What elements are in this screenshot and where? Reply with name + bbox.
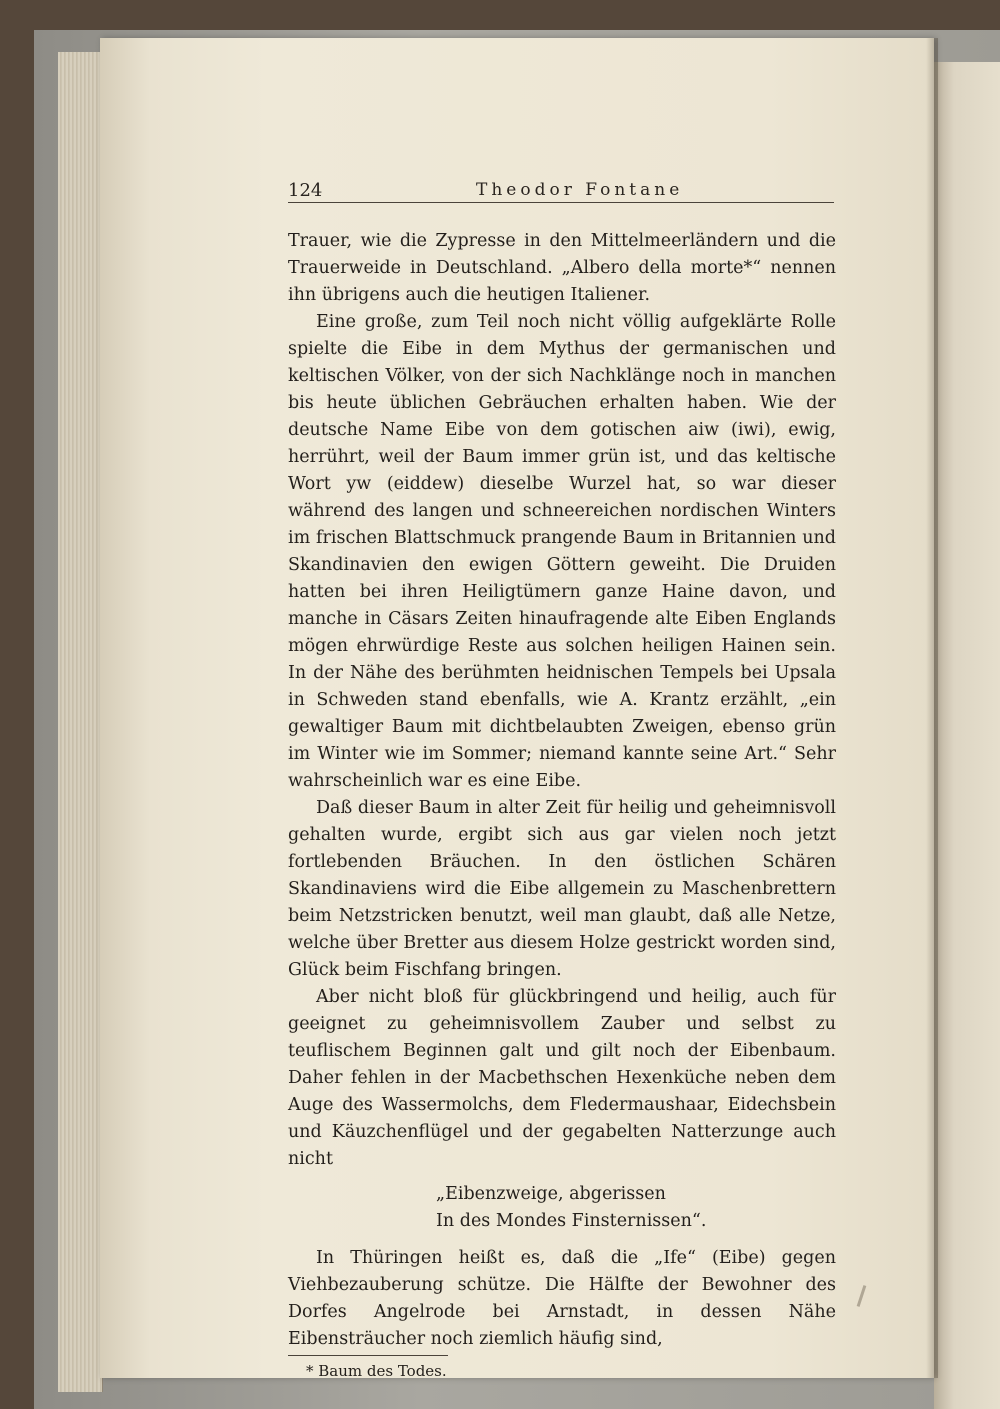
footnote-rule: [288, 1355, 448, 1356]
paragraph-2: Eine große, zum Teil noch nicht völlig aufgeklärte Rolle spielte die Eibe in dem Mythus der germanischen und keltischen Völker, von der sich Nachklänge noch in manchen bis heute üblichen Gebräuchen erhalten haben. Wie der deutsche Name Eibe von dem gotischen aiw (iwi), ewig, herrührt, weil der Baum immer grün ist, und das keltische Wort yw (eiddew) dieselbe Wurzel hat, so war dieser während des langen und schneereichen nordischen Winters im frischen Blattschmuck prangende Baum in Britannien und Skandinavien den ewigen Göttern geweiht. Die Druiden hatten bei ihren Heiligtümern ganze Haine davon, und manche in Cäsars Zeiten hinaufragende alte Eiben Englands mögen ehrwürdige Reste aus solchen heiligen Hainen sein. In der Nähe des berühmten heidnischen Tempels bei Upsala in Schweden stand ebenfalls, wie A. Krantz erzählt, „ein gewaltiger Baum mit dichtbelaubten Zweigen, ebenso grün im Winter wie im Sommer; niemand kannte seine Art.“ Sehr wahrscheinlich war es eine Eibe.: [288, 312, 836, 791]
running-head: Theodor Fontane: [476, 180, 684, 200]
verse-line-2: In des Mondes Finsternissen“.: [436, 1211, 707, 1231]
paragraph-3: Daß dieser Baum in alter Zeit für heilig und geheimnisvoll gehalten wurde, ergibt sich aus gar vielen noch jetzt fortlebenden Bräuchen. In den östlichen Schären Skandinaviens wird die Eibe allgemein zu Maschenbrettern beim Netzstricken benutzt, weil man glaubt, daß alle Netze, welche über Bretter aus diesem Holze gestrickt worden sind, Glück beim Fischfang bringen.: [288, 798, 836, 980]
page-edges: [58, 52, 103, 1392]
verse-line-1: „Eibenzweige, abgerissen: [436, 1184, 666, 1204]
paragraph-5: In Thüringen heißt es, daß die „Ife“ (Eibe) gegen Viehbezauberung schütze. Die Hälfte der Bewohner des Dorfes Angelrode bei Arnstadt, in dessen Nähe Eibensträucher noch ziemlich häufig sind,: [288, 1248, 836, 1349]
footnote: * Baum des Todes.: [306, 1362, 447, 1380]
text-body: [288, 228, 836, 1382]
page-number: 124: [288, 180, 323, 201]
paragraph-1: Trauer, wie die Zypresse in den Mittelmeerländern und die Trauerweide in Deutschland. „Albero della morte*“ nennen ihn übrigens auch die heutigen Italiener.: [288, 231, 836, 305]
gutter-shadow: [926, 38, 938, 1378]
paragraph-4: Aber nicht bloß für glückbringend und heilig, auch für geeignet zu geheimnisvollem Zauber und selbst zu teuflischem Beginnen galt und gilt noch der Eibenbaum. Daher fehlen in der Macbethschen Hexenküche neben dem Auge des Wassermolchs, dem Fledermaushaar, Eidechsbein und Käuzchenflügel und der gegabelten Natterzunge auch nicht: [288, 987, 836, 1169]
page-header: [288, 180, 834, 203]
facing-page-edge: [934, 62, 1000, 1409]
verse-quote: [436, 1181, 836, 1235]
